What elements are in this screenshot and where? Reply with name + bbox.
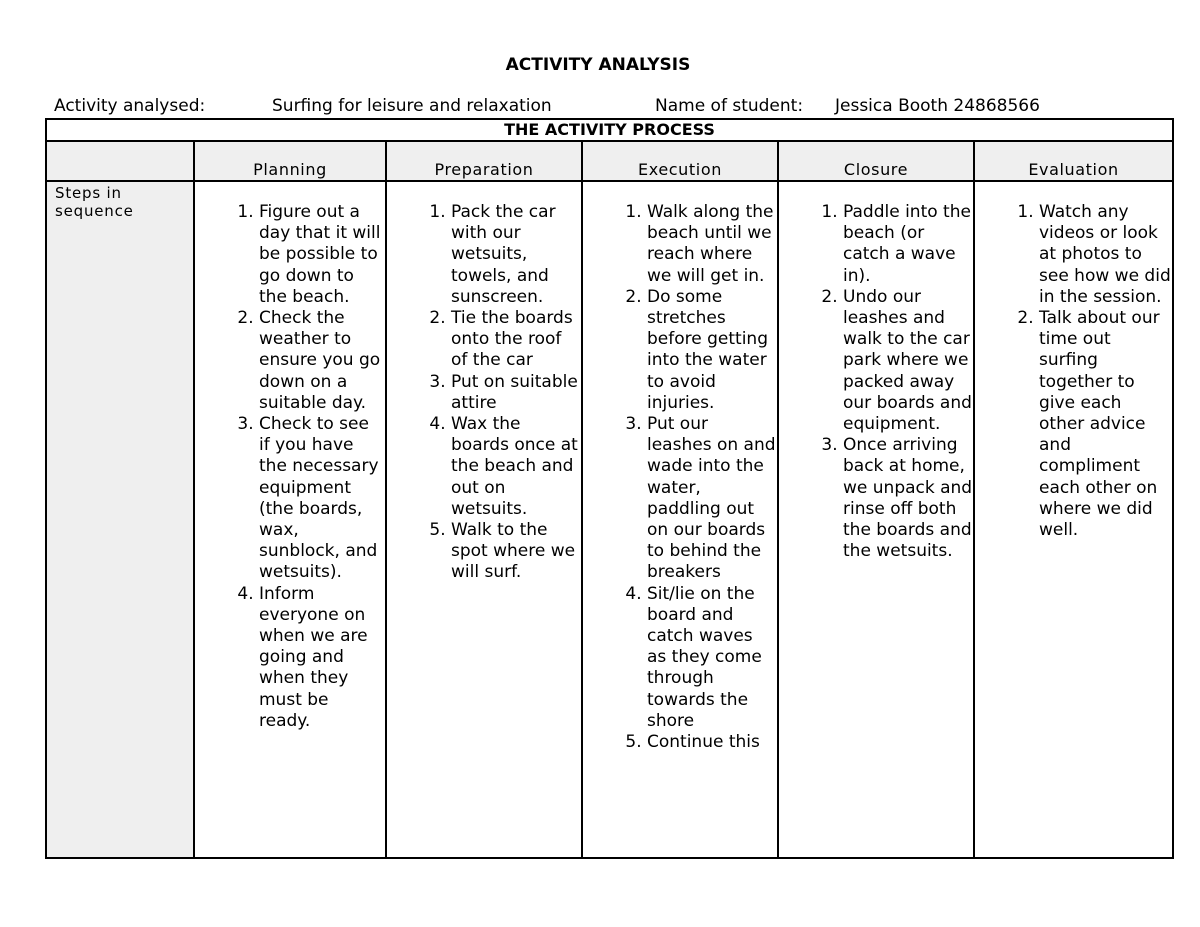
step-item: 3. Put on suitable attire <box>451 372 581 414</box>
step-item: 2. Do some stretches before getting into the water to avoid injuries. <box>647 287 777 414</box>
evaluation-steps-list <box>975 202 1172 541</box>
closure-steps-cell <box>778 181 974 858</box>
step-item: 1. Figure out a day that it will be possible to go down to the beach. <box>259 202 385 308</box>
step-item: 3. Put our leashes on and wade into the water, paddling out on our boards to behind the breakers <box>647 414 777 584</box>
preparation-steps-cell <box>386 181 582 858</box>
activity-value: Surfing for leisure and relaxation <box>272 96 552 116</box>
step-item: 2. Tie the boards onto the roof of the car <box>451 308 581 372</box>
step-item: 2. Check the weather to ensure you go down on a suitable day. <box>259 308 385 414</box>
step-item: 1. Watch any videos or look at photos to see how we did in the session. <box>1039 202 1172 308</box>
preparation-steps-list <box>387 202 581 584</box>
planning-steps-list <box>195 202 385 732</box>
phase-header-row <box>46 141 1173 181</box>
step-item: 5. Walk to the spot where we will surf. <box>451 520 581 584</box>
document-title: ACTIVITY ANALYSIS <box>505 55 691 75</box>
phase-header-execution: Execution <box>582 141 778 181</box>
phase-header-preparation: Preparation <box>386 141 582 181</box>
closure-steps-list <box>779 202 973 562</box>
step-item: 1. Walk along the beach until we reach where we will get in. <box>647 202 777 287</box>
steps-row <box>46 181 1173 858</box>
student-name-value: Jessica Booth 24868566 <box>835 96 1040 116</box>
step-item: 3. Check to see if you have the necessary equipment (the boards, wax, sunblock, and wetsuits). <box>259 414 385 584</box>
step-item: 1. Paddle into the beach (or catch a wave in). <box>843 202 973 287</box>
phase-header-evaluation: Evaluation <box>974 141 1173 181</box>
step-item: 4. Wax the boards once at the beach and out on wetsuits. <box>451 414 581 520</box>
step-item: 1. Pack the car with our wetsuits, towels, and sunscreen. <box>451 202 581 308</box>
phase-header-planning: Planning <box>194 141 386 181</box>
step-item: 4. Sit/lie on the board and catch waves as they come through towards the shore <box>647 584 777 732</box>
step-item: 5. Continue this <box>647 732 777 753</box>
evaluation-steps-cell <box>974 181 1173 858</box>
execution-steps-list <box>583 202 777 753</box>
planning-steps-cell <box>194 181 386 858</box>
step-item: 2. Talk about our time out surfing together to give each other advice and compliment each other on where we did well. <box>1039 308 1172 541</box>
phase-header-blank <box>46 141 194 181</box>
activity-label: Activity analysed: <box>54 96 206 116</box>
steps-row-label: Steps in sequence <box>46 181 194 858</box>
activity-process-header: THE ACTIVITY PROCESS <box>46 119 1173 141</box>
step-item: 4. Inform everyone on when we are going and when they must be ready. <box>259 584 385 732</box>
student-name-label: Name of student: <box>655 96 804 116</box>
activity-process-table <box>45 118 1174 859</box>
step-item: 3. Once arriving back at home, we unpack and rinse off both the boards and the wetsuits. <box>843 435 973 562</box>
execution-steps-cell <box>582 181 778 858</box>
step-item: 2. Undo our leashes and walk to the car park where we packed away our boards and equipment. <box>843 287 973 435</box>
phase-header-closure: Closure <box>778 141 974 181</box>
